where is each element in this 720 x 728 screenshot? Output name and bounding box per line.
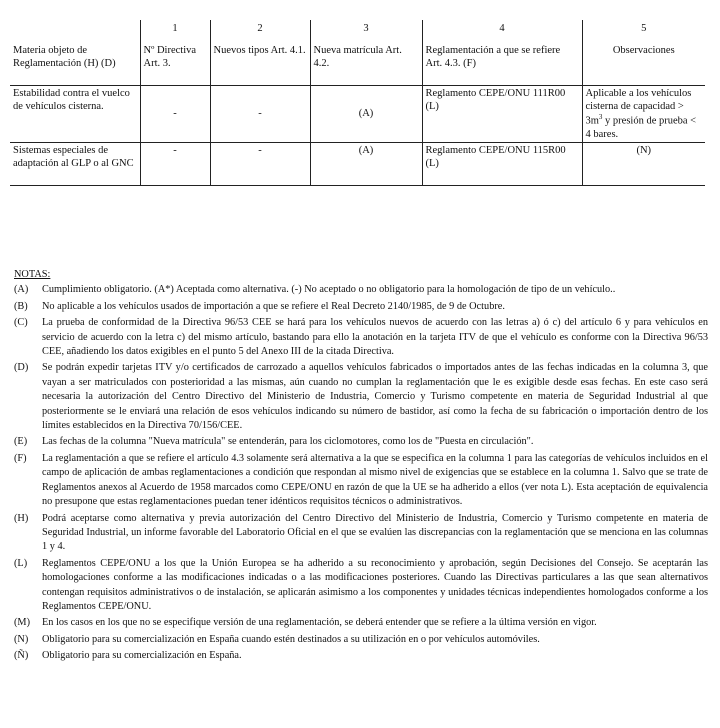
note-item bbox=[14, 633, 708, 647]
note-item bbox=[14, 452, 708, 510]
obs-superscript: 3 bbox=[598, 113, 603, 122]
note-text: Obligatorio para su comercialización en España cuando estén destinados a su utilización en o por vehículos automóviles. bbox=[42, 633, 540, 645]
note-text: La reglamentación a que se refiere el artículo 4.3 solamente será alternativa a la que se especifica en la columna 1 para las categorías de vehículos incluidos en el campo de aplicación de ambas reglamentaciones a condición que respondan al mismo nivel de exigencias que se establece en la columna 1. Salvo que se trate de Reglamentos anexos al Acuerdo de 1958 marcados como CEPE/ONU en razón de que la UE se ha adherido a ellos (ver nota L). Esta aceptación de equivalencia no presupone que estas reglamentaciones puedan tener idénticos requisitos técnicos o administrativos. bbox=[42, 452, 708, 508]
note-key: (B) bbox=[14, 300, 28, 312]
note-text: Se podrán expedir tarjetas ITV y/o certificados de carrozado a aquellos vehículos fabricados o importados antes de las fechas indicadas en la columna 3, que vayan a ser matriculados con posterioridad a las mismas, aún cuando no cumplan la reglamentación que le es exigible desde esas fechas. En este caso será necesaria la autorización del Centro Directivo del Ministerio de Industria, Comercio y Turismo competente en materia de Seguridad Industrial al que posteriormente se le enviará una relación de esos vehículos indicando su número de bastidor, así como la fecha de su fabricación o importación dentro de los límites establecidos en la Directiva 70/156/CEE. bbox=[42, 362, 708, 432]
notes-section bbox=[14, 268, 708, 666]
note-text: Cumplimiento obligatorio. (A*) Aceptada como alternativa. (-) No aceptado o no obligatorio para la homologación de tipo de un vehículo.. bbox=[42, 284, 616, 296]
note-key: (H) bbox=[14, 512, 29, 524]
note-text: Las fechas de la columna "Nueva matrícula" se entenderán, para los ciclomotores, como los de "Puesta en circulación". bbox=[42, 436, 534, 448]
note-key: (F) bbox=[14, 452, 27, 464]
table-header-row bbox=[10, 43, 705, 86]
obs-text-b: y presión de prueba < 4 bares. bbox=[585, 115, 697, 140]
regulation-table bbox=[10, 20, 705, 186]
cell-nueva-matricula: (A) bbox=[310, 86, 422, 143]
note-key: (D) bbox=[14, 362, 29, 374]
cell-observaciones: (N) bbox=[582, 143, 705, 186]
note-key: (A) bbox=[14, 284, 29, 296]
note-key: (Ñ) bbox=[14, 650, 29, 662]
cell-directiva: - bbox=[140, 143, 210, 186]
header-observaciones: Observaciones bbox=[582, 43, 705, 86]
note-text: Podrá aceptarse como alternativa y previa autorización del Centro Directivo del Ministerio de Industria, Comercio y Turismo competente en materia de Seguridad Industrial, un informe favorable del Laboratorio Oficial en el que se evalúen las discrepancias con la reglamentación que se menciona en las columnas 1 y 4. bbox=[42, 512, 708, 553]
note-text: Reglamentos CEPE/ONU a los que la Unión Europea se ha adherido a su reconocimiento y aprobación, según Decisiones del Consejo. Se aceptarán las homologaciones conforme a las modificaciones indicadas o a las modificaciones posteriores. Cuando las Directivas particulares a las que sean alternativos contengan requisitos administrativos o de instalación, se aplicarán asimismo a los componentes y unidades técnicas independientes homologados conforme a los Reglamentos CEPE/ONU. bbox=[42, 557, 708, 612]
header-reglamentacion: Reglamentación a que se refiere Art. 4.3. (F) bbox=[422, 43, 582, 86]
note-key: (E) bbox=[14, 436, 28, 448]
note-item bbox=[14, 300, 708, 314]
note-key: (C) bbox=[14, 317, 28, 329]
col-number-5: 5 bbox=[582, 20, 705, 43]
cell-materia: Sistemas especiales de adaptación al GLP o al GNC bbox=[13, 145, 134, 170]
note-item bbox=[14, 361, 708, 433]
cell-reglamentacion: Reglamento CEPE/ONU 111R00 (L) bbox=[422, 86, 582, 143]
note-item bbox=[14, 512, 708, 555]
obs-text-a: Aplicable a los vehículos cisterna de capacidad > 3m bbox=[585, 88, 692, 127]
cell-observaciones bbox=[582, 86, 705, 143]
note-item bbox=[14, 435, 708, 449]
note-key: (M) bbox=[14, 617, 31, 629]
note-item bbox=[14, 316, 708, 359]
table-row bbox=[10, 86, 705, 143]
notes-title: NOTAS: bbox=[14, 269, 51, 280]
col-number-2: 2 bbox=[210, 20, 310, 43]
note-key: (L) bbox=[14, 557, 28, 569]
cell-nueva-matricula: (A) bbox=[310, 143, 422, 186]
column-number-row bbox=[10, 20, 705, 43]
note-item bbox=[14, 616, 708, 630]
col-number-4: 4 bbox=[422, 20, 582, 43]
header-nuevos-tipos: Nuevos tipos Art. 4.1. bbox=[210, 43, 310, 86]
table-row bbox=[10, 143, 705, 186]
note-item bbox=[14, 649, 708, 663]
note-item bbox=[14, 557, 708, 615]
cell-nuevos-tipos: - bbox=[210, 86, 310, 143]
header-materia: Materia objeto de Reglamentación (H) (D) bbox=[13, 45, 116, 70]
note-key: (N) bbox=[14, 633, 29, 645]
note-text: La prueba de conformidad de la Directiva 96/53 CEE se hará para los vehículos nuevos de acuerdo con las letras a) ó c) del artículo 6 y para vehículos en servicio de acuerdo con la letra c) del mismo artículo, bastando para ello la anotación en la tarjeta ITV de que el vehículo es conforme con la Directiva 96/53 CEE, añadiendo los datos exigibles en el punto 5 del Anexo III de la citada Directiva. bbox=[42, 317, 708, 358]
note-item bbox=[14, 283, 708, 297]
header-directiva: Nº Directiva Art. 3. bbox=[140, 43, 210, 86]
note-text: Obligatorio para su comercialización en España. bbox=[42, 650, 242, 662]
note-text: No aplicable a los vehículos usados de importación a que se refiere el Real Decreto 2140/1985, de 9 de Octubre. bbox=[42, 300, 505, 312]
cell-directiva: - bbox=[140, 86, 210, 143]
cell-materia: Estabilidad contra el vuelco de vehículos cisterna. bbox=[13, 88, 130, 113]
col-number-3: 3 bbox=[310, 20, 422, 43]
cell-reglamentacion: Reglamento CEPE/ONU 115R00 (L) bbox=[422, 143, 582, 186]
col-number-1: 1 bbox=[140, 20, 210, 43]
cell-nuevos-tipos: - bbox=[210, 143, 310, 186]
header-nueva-matricula: Nueva matrícula Art. 4.2. bbox=[310, 43, 422, 86]
note-text: En los casos en los que no se especifique versión de una reglamentación, se deberá entender que se refiere a la última versión en vigor. bbox=[42, 617, 597, 629]
